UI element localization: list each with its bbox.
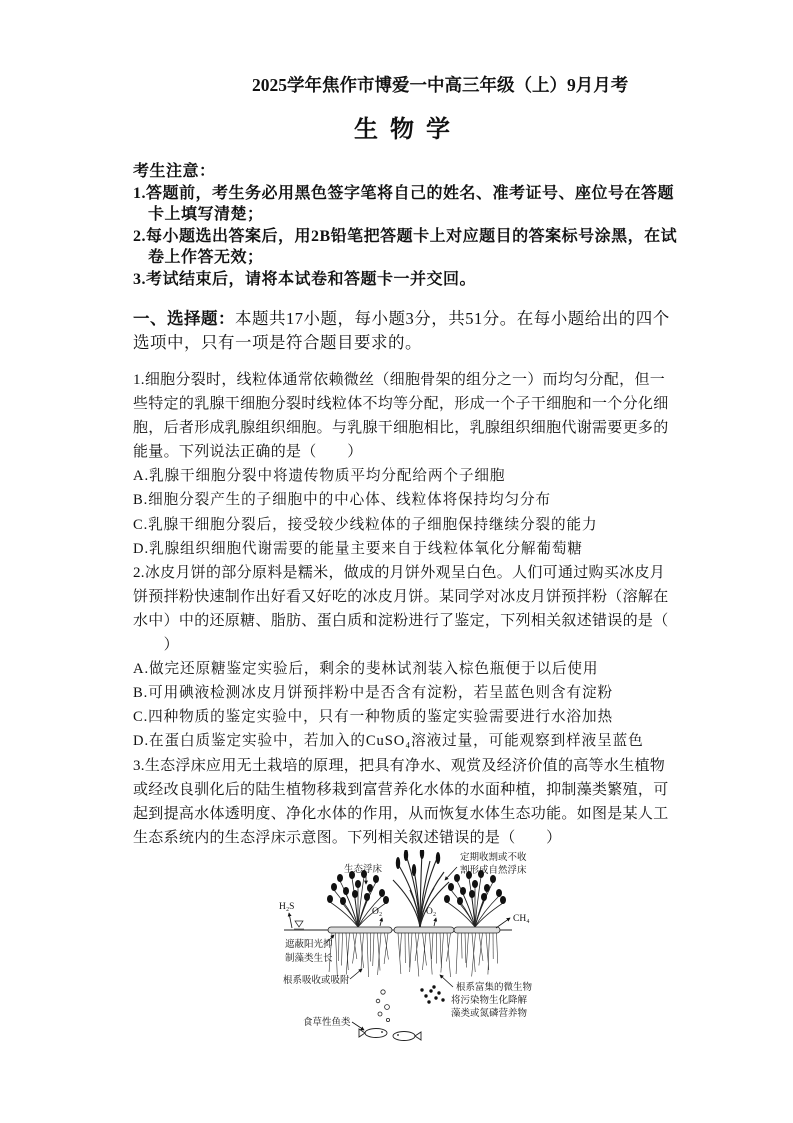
option-b: B.可用碘液检测冰皮月饼预拌粉中是否含有淀粉，若呈蓝色则含有淀粉 <box>133 685 613 702</box>
organism-layer <box>359 985 445 1040</box>
option-c: C.四种物质的鉴定实验中，只有一种物质的鉴定实验需要进行水浴加热 <box>133 709 613 726</box>
right-plant-flower <box>460 887 466 895</box>
microbe-label: 根系富集的微生物 <box>456 983 533 993</box>
bubble <box>378 1012 382 1016</box>
notice-item-2-continued: 卷上作答无效； <box>148 249 264 267</box>
section-label: 一、选择题： <box>133 309 235 328</box>
option-a: A.做完还原糖鉴定实验后，剩余的斐林试剂装入棕色瓶便于以后使用 <box>133 661 599 678</box>
root-absorb-pointer <box>350 969 362 979</box>
oxygen-arrow-right <box>434 918 436 926</box>
left-plant-flower <box>340 897 346 905</box>
microbe-dot <box>434 996 437 999</box>
harvest-label: 割形成自然浮床 <box>460 866 527 876</box>
root-strand <box>367 933 369 977</box>
root-absorb-label: 根系吸收或吸附 <box>283 976 350 986</box>
root-strand <box>440 933 441 968</box>
option-d: D.在蛋白质鉴定实验中，若加入的CuSO₄溶液过量，可能观察到样液呈蓝色 <box>133 733 644 750</box>
left-plant-flower <box>327 895 333 903</box>
oxygen-label-right: O₂ <box>426 907 437 917</box>
water-level-icon <box>295 921 303 927</box>
question-3 <box>133 754 669 850</box>
question-2 <box>133 561 669 754</box>
root-strand <box>384 933 388 964</box>
question-stem-line: 能量。下列说法正确的是（ ） <box>133 444 363 461</box>
left-plant-flower <box>331 883 337 891</box>
right-plant-flower <box>457 897 463 905</box>
root-strand <box>466 933 468 968</box>
option-b: B.细胞分裂产生的子细胞中的中心体、线粒体将保持均匀分布 <box>133 492 552 509</box>
section-header-line: 选项中，只有一项是符合题目要求的。 <box>133 333 422 352</box>
question-1 <box>133 368 669 561</box>
microbe-label: 将污染物生化降解 <box>451 996 528 1006</box>
left-plant-flower <box>364 893 370 901</box>
floating-raft <box>328 927 392 933</box>
question-stem-line: 2.冰皮月饼的部分原料是糯米，做成的月饼外观呈白色。人们可通过购买冰皮月 <box>133 564 666 581</box>
microbe-dot <box>427 1000 430 1003</box>
ecological-floating-bed-diagram <box>270 850 545 1060</box>
root-strand <box>432 933 433 959</box>
section-instructions: 本题共17小题，每小题3分，共51分。在每小题给出的四个 <box>235 309 670 328</box>
left-plant-flower <box>379 889 385 897</box>
right-plant-flower <box>490 875 496 883</box>
root-strand <box>497 933 498 964</box>
fish-eye-icon <box>381 1031 383 1033</box>
root-layer <box>329 933 498 977</box>
microbe-dot <box>441 998 444 1001</box>
bubble <box>381 990 385 994</box>
root-strand <box>465 933 466 963</box>
option-a: A.乳腺干细胞分裂中将遗传物质平均分配给两个子细胞 <box>133 468 506 485</box>
right-plant-flower <box>496 889 502 897</box>
question-stem-line: 3.生态浮床应用无土栽培的原理，把具有净水、观赏及经济价值的高等水生植物 <box>133 757 666 774</box>
reed-flower-spike <box>420 850 424 859</box>
question-stem-line: ） <box>133 637 179 654</box>
left-plant-flower <box>337 874 343 882</box>
microbe-dot <box>424 994 427 997</box>
root-strand <box>398 933 401 974</box>
floating-bed-label: 生态浮床 <box>344 865 383 875</box>
harvest-label: 定期收割或不收 <box>460 853 527 863</box>
option-d: D.乳腺组织细胞代谢需要的能量主要来自于线粒体氧化分解葡萄糖 <box>133 540 583 557</box>
oxygen-label-left: O₂ <box>372 907 383 917</box>
right-plant-flower <box>484 884 490 892</box>
question-stem-line: 1.细胞分裂时，线粒体通常依赖微丝（细胞骨架的组分之一）而均匀分配，但一 <box>133 372 666 388</box>
exam-title: 2025学年焦作市博爱一中高三年级（上）9月月考 <box>252 75 629 95</box>
root-strand <box>456 933 458 974</box>
question-stem-line: 起到提高水体透明度、净化水体的作用，从而恢复水体生态功能。如图是某人工 <box>133 805 669 822</box>
fish-icon <box>365 1029 387 1038</box>
left-plant-stem <box>358 882 376 927</box>
question-stem-line: 胞，后者形成乳腺组织细胞。与乳腺干细胞相比，乳腺组织细胞代谢需要更多的 <box>133 420 669 437</box>
notice-heading: 考生注意： <box>133 163 216 180</box>
notice-item-1: 1.答题前，考生务必用黑色签字笔将自己的姓名、准考证号、座位号在答题 <box>133 184 675 202</box>
microbe-dot <box>432 985 435 988</box>
notice-item-1-continued: 卡上填写清楚； <box>148 206 264 224</box>
right-plant-flower <box>481 893 487 901</box>
root-strand <box>373 933 374 966</box>
floating-raft <box>454 927 500 933</box>
fish-eye-icon <box>397 1034 399 1036</box>
right-plant-stem <box>475 882 493 927</box>
shade-label: 遮蔽阳光抑 <box>285 940 333 950</box>
section-header <box>133 307 670 355</box>
methane-arrow <box>496 918 510 928</box>
root-strand <box>400 933 402 959</box>
microbe-dot <box>420 988 423 991</box>
reed-flower-spike <box>436 852 440 864</box>
bubble <box>386 1018 389 1021</box>
floating-raft <box>394 927 454 933</box>
microbe-label: 藻类或氮磷营养物 <box>451 1009 528 1019</box>
question-stem-line: 水中）中的还原糖、脂肪、蛋白质和淀粉进行了鉴定，下列相关叙述错误的是（ <box>133 612 669 629</box>
root-strand <box>361 933 364 973</box>
microbe-dot <box>429 989 432 992</box>
question-stem-line: 些特定的乳腺干细胞分裂时线粒体不均等分配，形成一个子干细胞和一个分化细 <box>133 396 669 413</box>
question-stem-line: 或经改良驯化后的陆生植物移栽到富营养化水体的水面种植，抑制藻类繁殖，可 <box>133 781 669 798</box>
h2s-arrow <box>289 913 292 928</box>
right-plant-flower <box>469 890 475 898</box>
left-plant-flower <box>355 880 361 888</box>
oxygen-arrow-left <box>380 918 382 926</box>
notice-block <box>133 161 677 291</box>
root-strand <box>336 933 338 977</box>
notice-item-2: 2.每小题选出答案后，用2B铅笔把答题卡上对应题目的答案标号涂黑，在试 <box>133 227 678 245</box>
question-list <box>133 368 669 850</box>
subject-title: 生 物 学 <box>354 117 453 143</box>
notice-item-3: 3.考试结束后，请将本试卷和答题卡一并交回。 <box>133 270 477 288</box>
fish-tail-icon <box>415 1032 421 1040</box>
root-strand <box>342 933 343 966</box>
left-plant-flower <box>352 890 358 898</box>
question-stem-line: 饼预拌粉快速制作出好看又好吃的冰皮月饼。某同学对冰皮月饼预拌粉（溶解在 <box>133 588 669 605</box>
left-plant-flower <box>367 884 373 892</box>
fish-label: 食草性鱼类 <box>303 1018 351 1028</box>
fish-icon <box>393 1032 415 1041</box>
left-plant-flower <box>383 896 389 904</box>
root-strand <box>441 933 444 973</box>
option-c: C.乳腺干细胞分裂后，接受较少线粒体的子细胞保持继续分裂的能力 <box>133 516 598 533</box>
left-plant-flower <box>373 875 379 883</box>
left-plant-flower <box>343 887 349 895</box>
root-strand <box>462 933 463 959</box>
bubble <box>376 999 380 1003</box>
fish-tail-icon <box>359 1029 365 1037</box>
root-strand <box>409 933 410 968</box>
right-plant-flower <box>472 880 478 888</box>
microbe-dot <box>437 991 440 994</box>
root-strand <box>353 933 357 964</box>
right-plant-flower <box>444 895 450 903</box>
h2s-label: H₂S <box>279 902 295 912</box>
right-plant-flower <box>448 883 454 891</box>
reed-flower-spike <box>412 864 416 876</box>
microbe-pointer <box>440 975 453 987</box>
question-stem-line: 生态系统内的生态浮床示意图。下列相关叙述错误的是（ ） <box>133 829 562 846</box>
section-header-line <box>133 307 670 331</box>
shade-label: 制藻类生长 <box>285 954 333 964</box>
right-plant-flower <box>500 896 506 904</box>
fish-pointer <box>352 1022 364 1030</box>
root-strand <box>410 933 412 972</box>
bubble <box>385 1005 390 1010</box>
methane-label: CH₄ <box>513 914 530 924</box>
reed-flower-spike <box>396 857 400 869</box>
